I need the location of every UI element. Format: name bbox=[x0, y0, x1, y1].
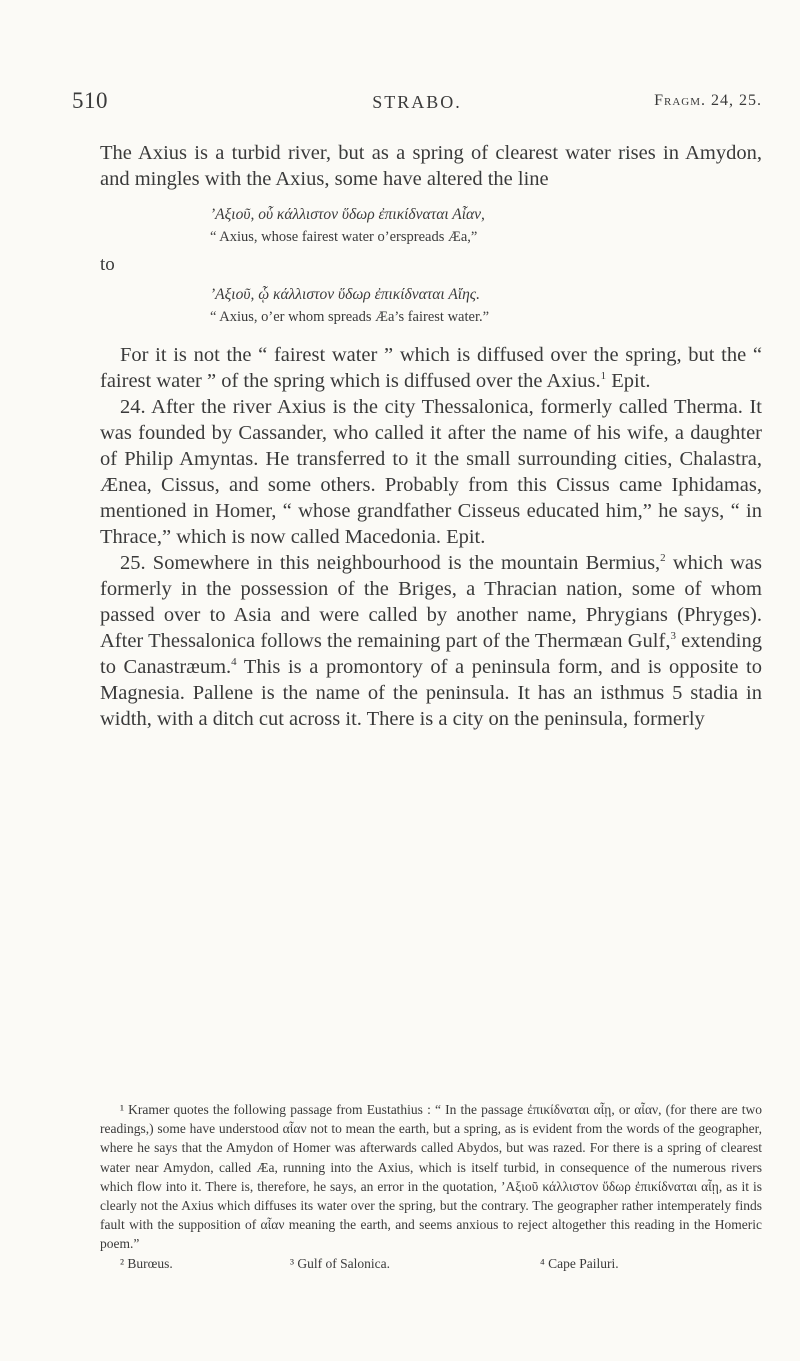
footnote-4: ⁴ Cape Pailuri. bbox=[540, 1255, 619, 1271]
intro-paragraph: The Axius is a turbid river, but as a spring of clearest water rises in Amydon, and mingles with the Axius, some have altered the line bbox=[100, 142, 762, 190]
epit-label: Epit. bbox=[440, 526, 486, 548]
footnote-2: ² Burœus. bbox=[120, 1255, 173, 1271]
section-25-part1: 25. Somewhere in this neighbourhood is the mountain Bermius, bbox=[120, 552, 661, 574]
fragment-label: Fragm. 24, 25. bbox=[654, 92, 762, 109]
to-word: to bbox=[100, 254, 115, 275]
section-24-text: 24. After the river Axius is the city Thessalonica, formerly called Therma. It was founded by Cassander, who called it after the name of his wife, a daughter of Philip Amyntas. He transferred to it the small surrounding cities, Chalastra, Ænea, Cissus, and some others. Probably from this Cissus came Iphidamas, mentioned in Homer, “ whose grandfather Cisseus educated him,” he says, “ in Thrace,” which is now called Macedonia. bbox=[100, 396, 762, 548]
section-25 bbox=[100, 550, 762, 732]
paragraph-fairest-water bbox=[100, 342, 762, 394]
footnote-ref-4[interactable]: 4 bbox=[231, 656, 237, 669]
footnote-1: ¹ Kramer quotes the following passage from Eustathius : “ In the passage ἐπικίδναται αἶῃ, or αἶαν, (for there are two readings,) some have understood αἶαν not to mean the earth, but a spring, as is evident from the words of the geographer, where he says that the Amydon of Homer was afterwards called Abydos, but was razed. For there is a spring of clearest water near Amydon, called Æa, running into the Axius, which is itself turbid, in consequence of the numerous rivers which flow into it. There is, therefore, he says, an error in the quotation, ’Αξιοῦ κάλλιστον ὕδωρ ἐπικίδναται αἶῃ, as it is clearly not the Axius which diffuses its water over the spring, but the contrary. The geographer rather intemperately finds fault with the supposition of αἶαν meaning the earth, and seems anxious to reject altogether this reading in the Homeric poem.” bbox=[100, 1102, 762, 1252]
verse-1-translation: “ Axius, whose fairest water o’erspreads Æa,” bbox=[210, 229, 478, 245]
footnotes bbox=[100, 1100, 762, 1273]
footnote-3: ³ Gulf of Salonica. bbox=[290, 1255, 391, 1271]
page-header bbox=[72, 88, 762, 118]
section-25-part4: This is a promontory of a peninsula form, and is opposite to Magnesia. Pallene is the name of the peninsula. It has an isthmus 5 stadia in width, with a ditch cut across it. There is a city on the peninsula, formerly bbox=[100, 656, 762, 730]
section-24 bbox=[100, 394, 762, 550]
page-number: 510 bbox=[72, 88, 108, 113]
greek-verse-2: ’Αξιοῦ, ᾧ κάλλιστον ὕδωρ ἐπικίδναται Αἴης. bbox=[210, 286, 480, 303]
section-25-part3: extending to Canastræum. bbox=[100, 630, 763, 678]
footnote-ref-1[interactable]: 1 bbox=[600, 370, 607, 383]
greek-verse-1: ’Αξιοῦ, οὗ κάλλιστον ὕδωρ ἐπικίδναται Αἶαν, bbox=[210, 206, 485, 223]
para1-text: For it is not the “ fairest water ” which is diffused over the spring, but the “ fairest water ” of the spring which is diffused over the Axius. bbox=[100, 344, 762, 392]
main-text bbox=[100, 140, 762, 732]
section-25-part2: which was formerly in the possession of the Briges, a Thracian nation, some of whom passed over to Asia and were called by another name, Phrygians (Phryges). After Thessalonica follows the remaining part of the Thermæan Gulf, bbox=[100, 552, 762, 652]
footnote-ref-3[interactable]: 3 bbox=[670, 630, 676, 643]
epit-label: Epit. bbox=[606, 370, 651, 392]
running-title: STRABO. bbox=[372, 92, 462, 112]
footnotes-short-row bbox=[100, 1254, 762, 1273]
verse-2-translation: “ Axius, o’er whom spreads Æa’s fairest water.” bbox=[210, 309, 490, 325]
footnote-ref-2[interactable]: 2 bbox=[660, 552, 666, 565]
